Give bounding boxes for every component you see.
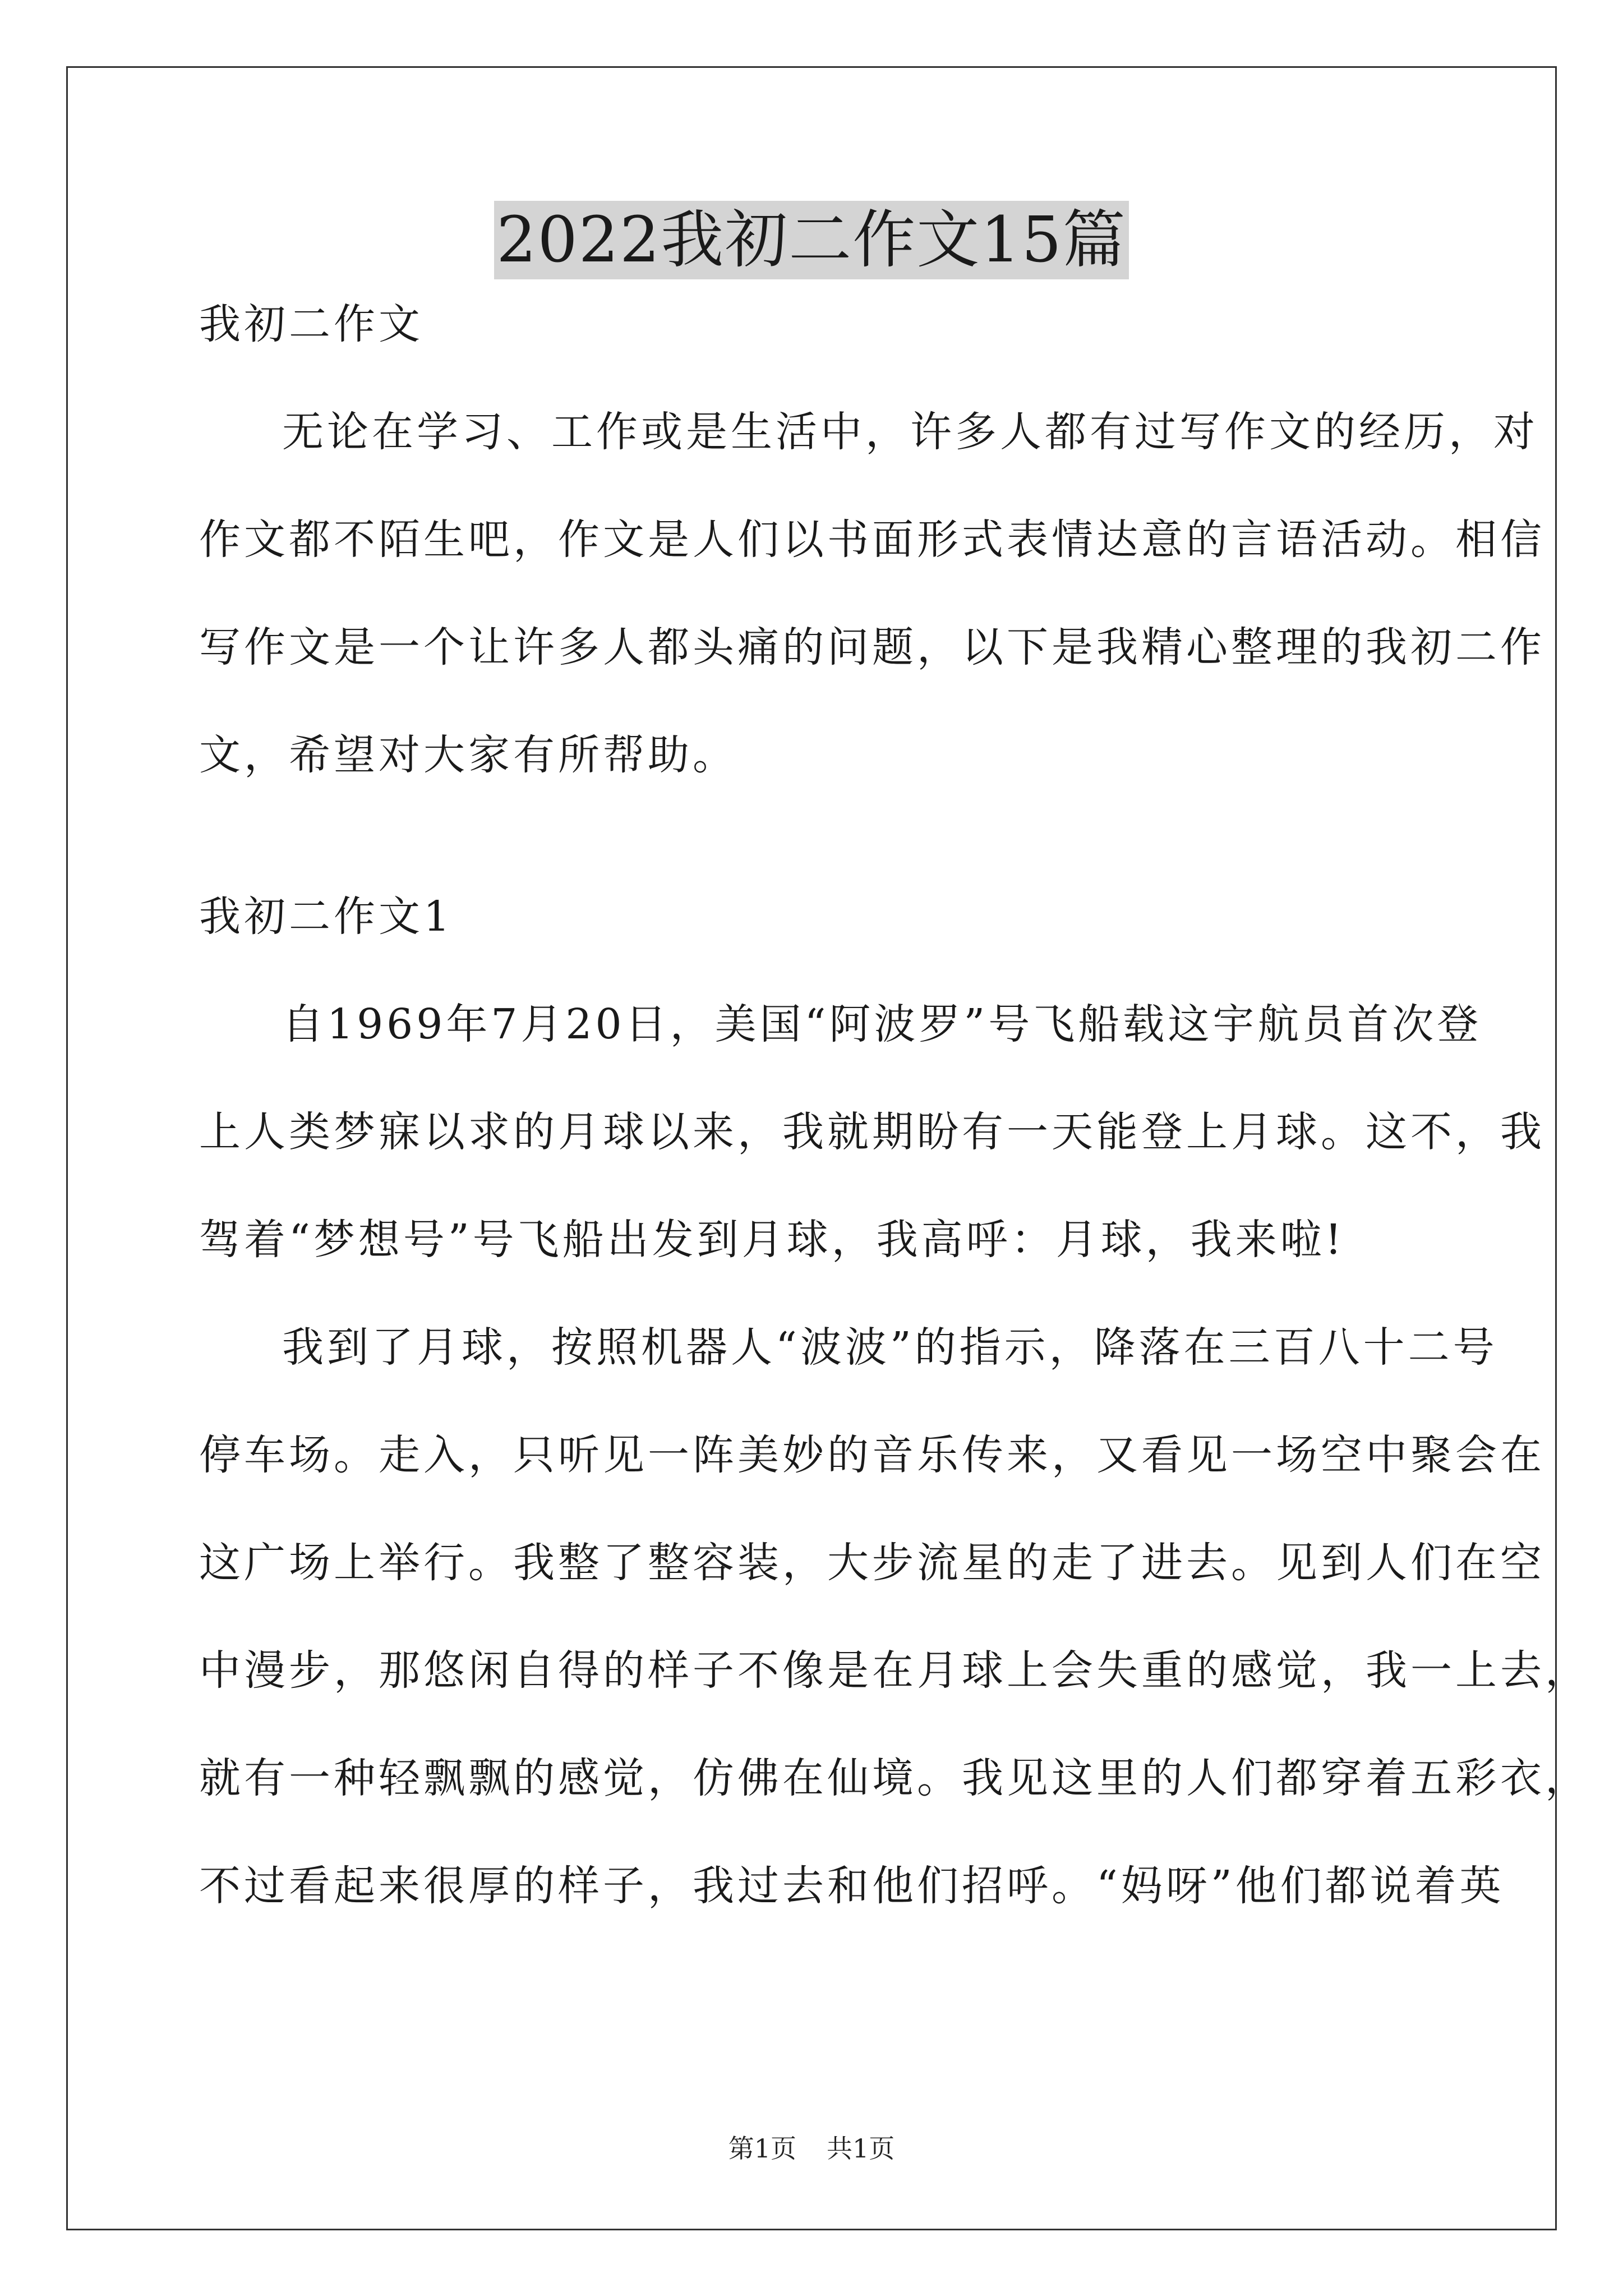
paragraph-line: 驾着“梦想号”号飞船出发到月球，我高呼：月球，我来啦! — [199, 1216, 1345, 1264]
page-total: 共1页 — [827, 2133, 895, 2164]
paragraph-line: 我到了月球，按照机器人“波波”的指示，降落在三百八十二号 — [282, 1323, 1498, 1372]
page-footer — [0, 2132, 1623, 2165]
page-number: 第1页 — [728, 2133, 796, 2164]
paragraph-line: 这广场上举行。我整了整容装，大步流星的走了进去。见到人们在空 — [199, 1539, 1545, 1587]
paragraph-line: 不过看起来很厚的样子，我过去和他们招呼。“妈呀”他们都说着英 — [199, 1862, 1505, 1910]
paragraph-line: 自1969年7月20日，美国“阿波罗”号飞船载这宇航员首次登 — [282, 1000, 1482, 1048]
intro-line: 作文都不陌生吧，作文是人们以书面形式表情达意的言语活动。相信 — [199, 516, 1545, 564]
paragraph-line: 中漫步，那悠闲自得的样子不像是在月球上会失重的感觉，我一上去， — [199, 1646, 1590, 1695]
title-container — [0, 201, 1623, 279]
document-title: 2022我初二作文15篇 — [494, 201, 1129, 279]
document-body — [199, 297, 1590, 1967]
section-heading: 我初二作文1 — [199, 892, 454, 941]
paragraph-line: 停车场。走入，只听见一阵美妙的音乐传来，又看见一场空中聚会在 — [199, 1431, 1545, 1479]
intro-heading: 我初二作文 — [199, 300, 423, 348]
intro-line: 文，希望对大家有所帮助。 — [199, 731, 737, 779]
paragraph-line: 上人类梦寐以求的月球以来，我就期盼有一天能登上月球。这不，我 — [199, 1108, 1545, 1156]
intro-line: 写作文是一个让许多人都头痛的问题，以下是我精心整理的我初二作 — [199, 623, 1545, 671]
paragraph-line: 就有一种轻飘飘的感觉，仿佛在仙境。我见这里的人们都穿着五彩衣， — [199, 1754, 1590, 1802]
section-spacer — [199, 836, 1433, 890]
intro-line: 无论在学习、工作或是生活中，许多人都有过写作文的经历，对 — [282, 408, 1538, 456]
